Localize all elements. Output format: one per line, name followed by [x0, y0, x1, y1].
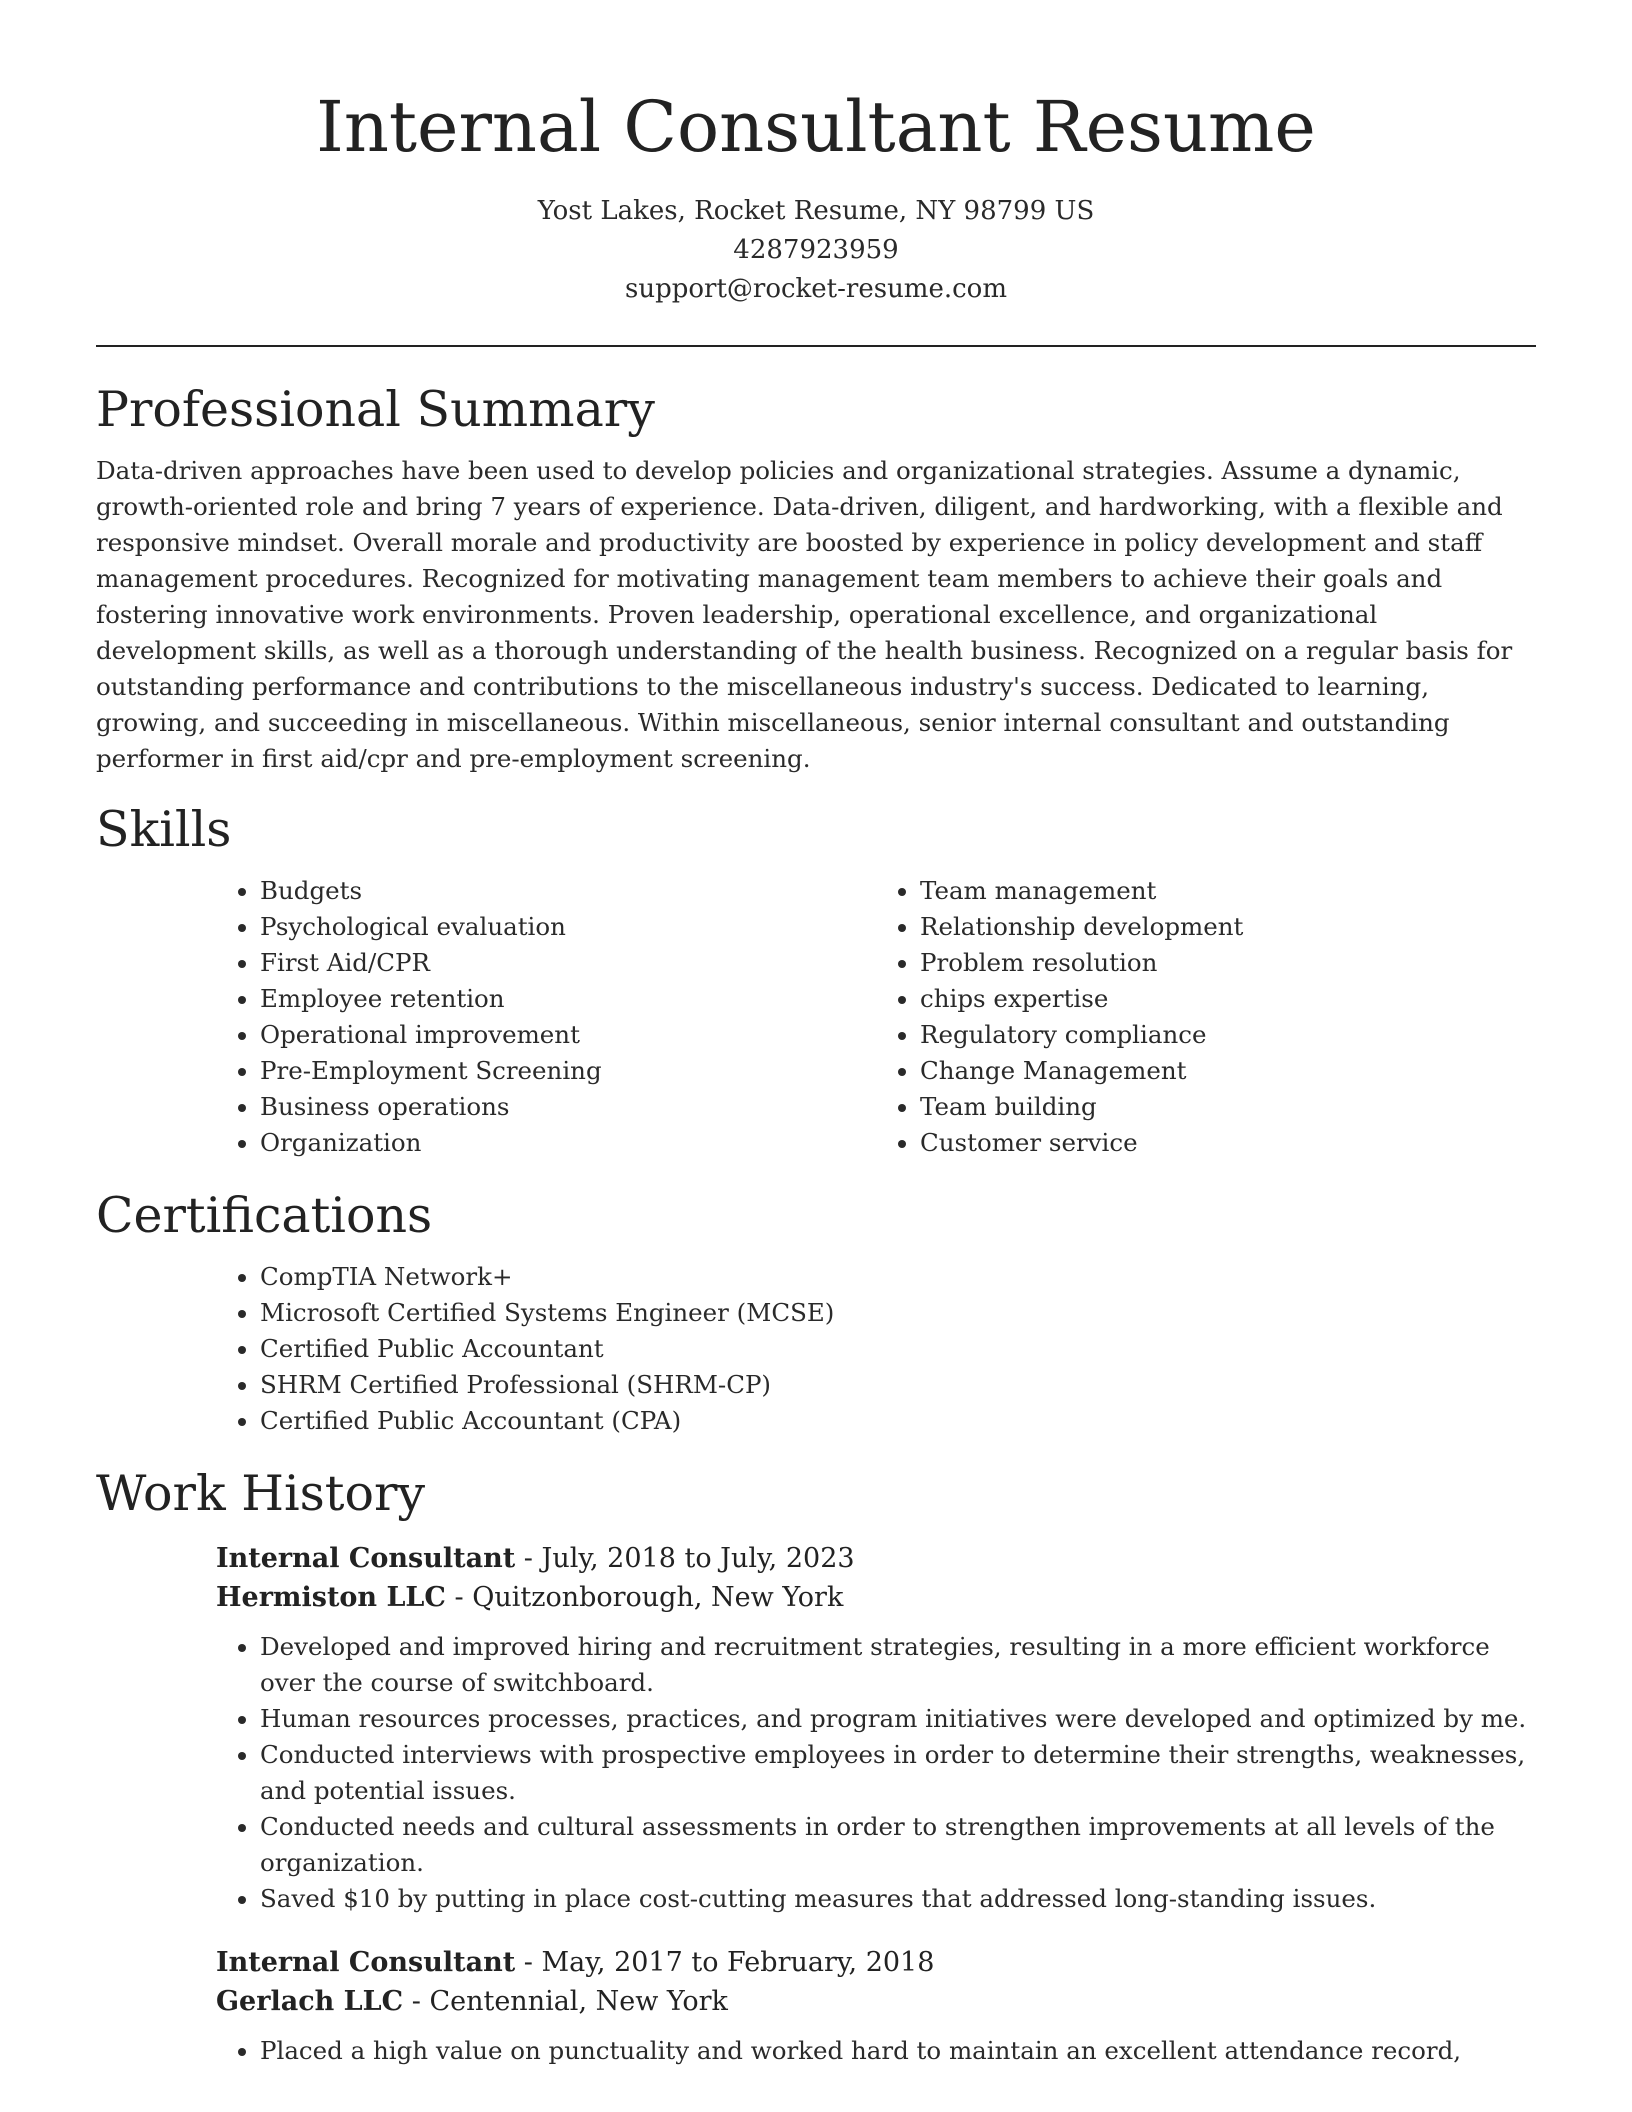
job-bullets [216, 1629, 1536, 1917]
summary-heading: Professional Summary [96, 381, 655, 438]
job-bullets [216, 2033, 1536, 2069]
skill-item: • Budgets [260, 873, 876, 909]
skill-item: • Business operations [260, 1089, 876, 1125]
work-history-heading: Work History [96, 1465, 426, 1522]
job-bullet: • Saved $10 by putting in place cost-cutting measures that addressed long-standing issues. [260, 1881, 1536, 1917]
job-company-line [216, 1982, 1536, 2021]
job-location: - Quitzonborough, New York [445, 1582, 844, 1613]
job-role: Internal Consultant [216, 1543, 516, 1574]
certifications-heading: Certifications [96, 1187, 433, 1244]
header-divider [96, 345, 1536, 347]
job-title-line [216, 1943, 1536, 1982]
certifications-list [216, 1259, 1536, 1439]
skills-columns [216, 873, 1536, 1161]
job-bullet: • Human resources processes, practices, and program initiatives were developed and optimized by me. [260, 1701, 1536, 1737]
skill-item: • Team building [920, 1089, 1536, 1125]
job-role: Internal Consultant [216, 1947, 516, 1978]
summary-text: Data-driven approaches have been used to develop policies and organizational strategies. Assume a dynamic, growth-oriented role and bring 7 years of experience. Data-driven, diligent, and hardworking, with a flexible and responsive mindset. Overall morale and productivity are boosted by experience in policy development and staff management procedures. Recognized for motivating management team members to achieve their goals and fostering innovative work environments. Proven leadership, operational excellence, and organizational development skills, as well as a thorough understanding of the health business. Recognized on a regular basis for outstanding performance and contributions to the miscellaneous industry's success. Dedicated to learning, growing, and succeeding in miscellaneous. Within miscellaneous, senior internal consultant and outstanding performer in first aid/cpr and pre-employment screening. [96, 456, 1513, 773]
contact-email: support@rocket-resume.com [624, 274, 1007, 304]
job-company: Gerlach LLC [216, 1986, 404, 2017]
job-company-line [216, 1578, 1536, 1617]
page-title: Internal Consultant Resume [316, 86, 1316, 168]
certifications-section [96, 1185, 1536, 1439]
contact-info [96, 192, 1536, 309]
skill-item: • Team management [920, 873, 1536, 909]
certification-item: • Certified Public Accountant (CPA) [260, 1403, 1536, 1439]
certification-item: • CompTIA Network+ [260, 1259, 1536, 1295]
job-bullet: • Conducted needs and cultural assessments in order to strengthen improvements at all levels of the organization. [260, 1809, 1536, 1881]
skill-item: • Psychological evaluation [260, 909, 876, 945]
skill-item: • Regulatory compliance [920, 1017, 1536, 1053]
resume-header [96, 0, 1536, 309]
skills-section [96, 799, 1536, 1161]
skills-list-left [216, 873, 876, 1161]
skill-item: • Relationship development [920, 909, 1536, 945]
work-history-section [96, 1463, 1536, 2069]
certification-item: • SHRM Certified Professional (SHRM-CP) [260, 1367, 1536, 1403]
skill-item: • Pre-Employment Screening [260, 1053, 876, 1089]
skill-item: • Employee retention [260, 981, 876, 1017]
skill-item: • Problem resolution [920, 945, 1536, 981]
skill-item: • Customer service [920, 1125, 1536, 1161]
certification-item: • Microsoft Certified Systems Engineer (MCSE) [260, 1295, 1536, 1331]
job-location: - Centennial, New York [403, 1986, 728, 2017]
contact-address: Yost Lakes, Rocket Resume, NY 98799 US [537, 196, 1095, 226]
skill-item: • Organization [260, 1125, 876, 1161]
job-entry [216, 1943, 1536, 2069]
skills-list-right [876, 873, 1536, 1161]
job-bullet: • Conducted interviews with prospective employees in order to determine their strengths, weaknesses, and potential issues. [260, 1737, 1536, 1809]
job-bullet: • Developed and improved hiring and recruitment strategies, resulting in a more efficient workforce over the course of switchboard. [260, 1629, 1536, 1701]
job-dates: - May, 2017 to February, 2018 [515, 1947, 935, 1978]
skill-item: • First Aid/CPR [260, 945, 876, 981]
skill-item: • Operational improvement [260, 1017, 876, 1053]
skill-item: • chips expertise [920, 981, 1536, 1017]
contact-phone: 4287923959 [733, 235, 899, 265]
job-company: Hermiston LLC [216, 1582, 446, 1613]
skill-item: • Change Management [920, 1053, 1536, 1089]
job-bullet: • Placed a high value on punctuality and worked hard to maintain an excellent attendance record, [260, 2033, 1536, 2069]
job-title-line [216, 1539, 1536, 1578]
job-dates: - July, 2018 to July, 2023 [515, 1543, 855, 1574]
summary-section [96, 379, 1536, 777]
skills-heading: Skills [96, 801, 232, 858]
certification-item: • Certified Public Accountant [260, 1331, 1536, 1367]
job-entry [216, 1539, 1536, 1917]
